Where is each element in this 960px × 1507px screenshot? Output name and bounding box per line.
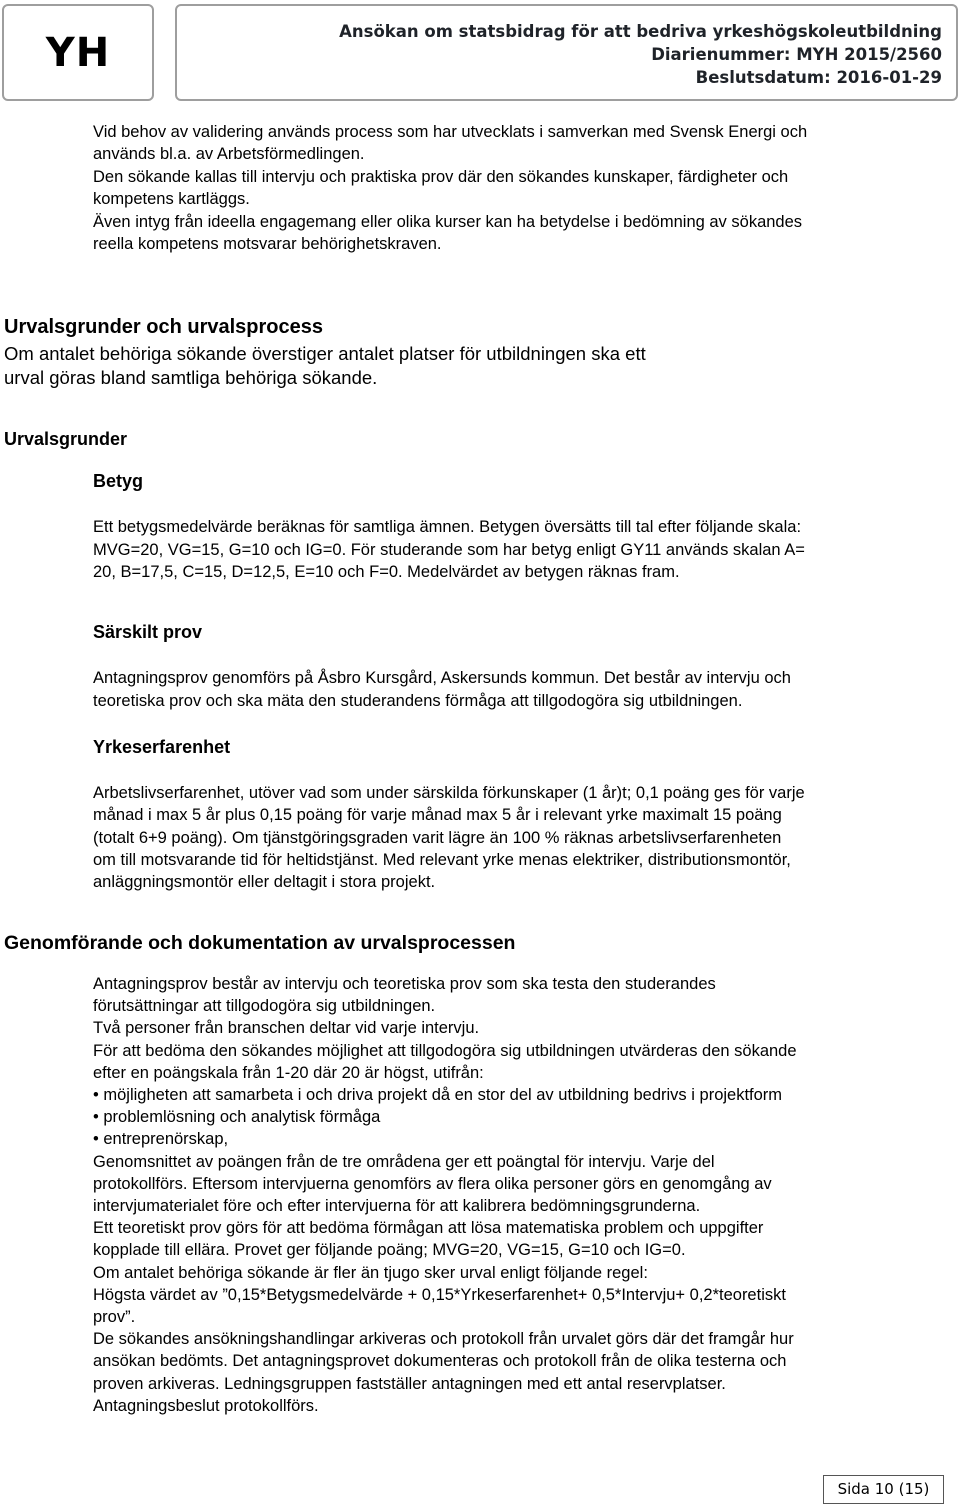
beslutsdatum: Beslutsdatum: 2016-01-29 bbox=[695, 68, 942, 87]
text-line: Vid behov av validering används process som har utvecklats i samverkan med Svensk Energi och bbox=[93, 123, 808, 141]
text-line: teoretiska prov och ska mäta den studerandens förmåga att tillgodogöra sig utbildningen. bbox=[93, 691, 743, 710]
text-line: efter en poängskala från 1-20 där 20 är högst, utifrån: bbox=[93, 1063, 484, 1082]
text-line: Om antalet behöriga sökande överstiger antalet platser för utbildningen ska ett bbox=[4, 343, 646, 364]
text-line: Ett betygsmedelvärde beräknas för samtliga ämnen. Betygen översätts till tal efter följande skala: bbox=[93, 518, 802, 536]
yrke-paragraph bbox=[93, 782, 805, 893]
text-line: Även intyg från ideella engagemang eller olika kurser kan ha betydelse i bedömning av sökandes bbox=[93, 212, 803, 231]
prov-paragraph bbox=[93, 667, 791, 712]
text-line: Genomsnittet av poängen från de tre områdena ger ett poängtal för intervju. Varje del bbox=[93, 1152, 715, 1171]
intro-paragraph bbox=[93, 121, 807, 255]
text-line: (totalt 6+9 poäng). Om tjänstgöringsgraden varit lägre än 100 % räknas arbetslivserfarenheten bbox=[93, 828, 782, 847]
text-line: Ett teoretiskt prov görs för att bedöma förmågan att lösa matematiska problem och uppgifter bbox=[93, 1219, 764, 1238]
text-line: Antagningsprov består av intervju och teoretiska prov som ska testa den studerandes bbox=[93, 975, 716, 993]
text-line: intervjumaterialet före och efter intervjuerna för att kalibrera bedömningsgrunderna. bbox=[93, 1197, 701, 1216]
text-line: används bl.a. av Arbetsförmedlingen. bbox=[93, 145, 365, 164]
text-line: ansökan bedömts. Det antagningsprovet dokumenteras och protokoll från de olika testerna och bbox=[93, 1352, 787, 1371]
bullet-item: • entreprenörskap, bbox=[93, 1130, 229, 1149]
text-line: Om antalet behöriga sökande är fler än tjugo sker urval enligt följande regel: bbox=[93, 1263, 648, 1282]
text-line: Antagningsbeslut protokollförs. bbox=[93, 1396, 319, 1415]
text-line: Den sökande kallas till intervju och praktiska prov där den sökandes kunskaper, färdigheter och bbox=[93, 167, 789, 186]
text-line: MVG=20, VG=15, G=10 och IG=0. För studerande som har betyg enligt GY11 används skalan A= bbox=[93, 540, 805, 559]
subheading-urvalsgrunder: Urvalsgrunder bbox=[4, 429, 128, 449]
betyg-paragraph bbox=[93, 516, 805, 584]
bullet-item: • möjligheten att samarbeta i och driva projekt då en stor del av utbildning bedrivs i projektform bbox=[93, 1086, 783, 1105]
text-line: De sökandes ansökningshandlingar arkiveras och protokoll från urvalet görs där det framgår hur bbox=[93, 1330, 794, 1349]
text-line: proven arkiveras. Ledningsgruppen fastställer antagningen med ett antal reservplatser. bbox=[93, 1374, 726, 1393]
page-number-label: Sida 10 (15) bbox=[837, 1480, 930, 1498]
text-line: anläggningsmontör eller deltagit i stora projekt. bbox=[93, 873, 436, 892]
text-line: protokollförs. Eftersom intervjuerna genomförs av flera olika personer görs en genomgång av bbox=[93, 1174, 772, 1193]
heading-betyg: Betyg bbox=[93, 471, 144, 491]
text-line: Två personer från branschen deltar vid varje intervju. bbox=[93, 1019, 480, 1038]
text-line: prov”. bbox=[93, 1308, 136, 1327]
document-header bbox=[175, 4, 958, 101]
text-line: reella kompetens motsvarar behörighetskraven. bbox=[93, 235, 442, 254]
page-number bbox=[823, 1475, 944, 1504]
section-heading-genomforande: Genomförande och dokumentation av urvalsprocessen bbox=[4, 932, 516, 954]
text-line: 20, B=17,5, C=15, D=12,5, E=10 och F=0. Medelvärdet av betygen räknas fram. bbox=[93, 563, 680, 581]
urval-paragraph bbox=[4, 342, 646, 390]
text-line: kopplade till ellära. Provet ger följande poäng; MVG=20, VG=15, G=10 och IG=0. bbox=[93, 1241, 686, 1260]
heading-yrkeserfarenhet: Yrkeserfarenhet bbox=[93, 737, 231, 757]
text-line: om till motsvarande tid för heltidstjänst. Med relevant yrke menas elektriker, distributionsmontör, bbox=[93, 850, 791, 869]
text-line: förutsättningar att tillgodogöra sig utbildningen. bbox=[93, 997, 436, 1016]
diarienummer: Diarienummer: MYH 2015/2560 bbox=[651, 45, 942, 64]
heading-sarskilt-prov: Särskilt prov bbox=[93, 622, 203, 642]
yh-logo: YH bbox=[45, 29, 111, 76]
section-heading-urval: Urvalsgrunder och urvalsprocess bbox=[4, 316, 324, 338]
text-line: urval göras bland samtliga behöriga sökande. bbox=[4, 367, 378, 388]
logo-box bbox=[2, 4, 154, 101]
text-line: Arbetslivserfarenhet, utöver vad som under särskilda förkunskaper (1 år)t; 0,1 poäng ges för varje bbox=[93, 784, 805, 802]
text-line: Högsta värdet av ”0,15*Betygsmedelvärde + 0,15*Yrkeserfarenhet+ 0,5*Intervju+ 0,2*teoretiskt bbox=[93, 1285, 786, 1304]
document-title: Ansökan om statsbidrag för att bedriva yrkeshögskoleutbildning bbox=[339, 22, 942, 41]
text-line: kompetens kartläggs. bbox=[93, 190, 250, 209]
text-line: Antagningsprov genomförs på Åsbro Kursgård, Askersunds kommun. Det består av intervju och bbox=[93, 669, 791, 687]
bullet-item: • problemlösning och analytisk förmåga bbox=[93, 1108, 381, 1127]
text-line: För att bedöma den sökandes möjlighet att tillgodogöra sig utbildningen utvärderas den sökande bbox=[93, 1041, 797, 1060]
genomforande-paragraph bbox=[93, 973, 797, 1417]
text-line: månad i max 5 år plus 0,15 poäng för varje månad max 5 år i relevant yrke maximalt 15 poäng bbox=[93, 806, 782, 825]
